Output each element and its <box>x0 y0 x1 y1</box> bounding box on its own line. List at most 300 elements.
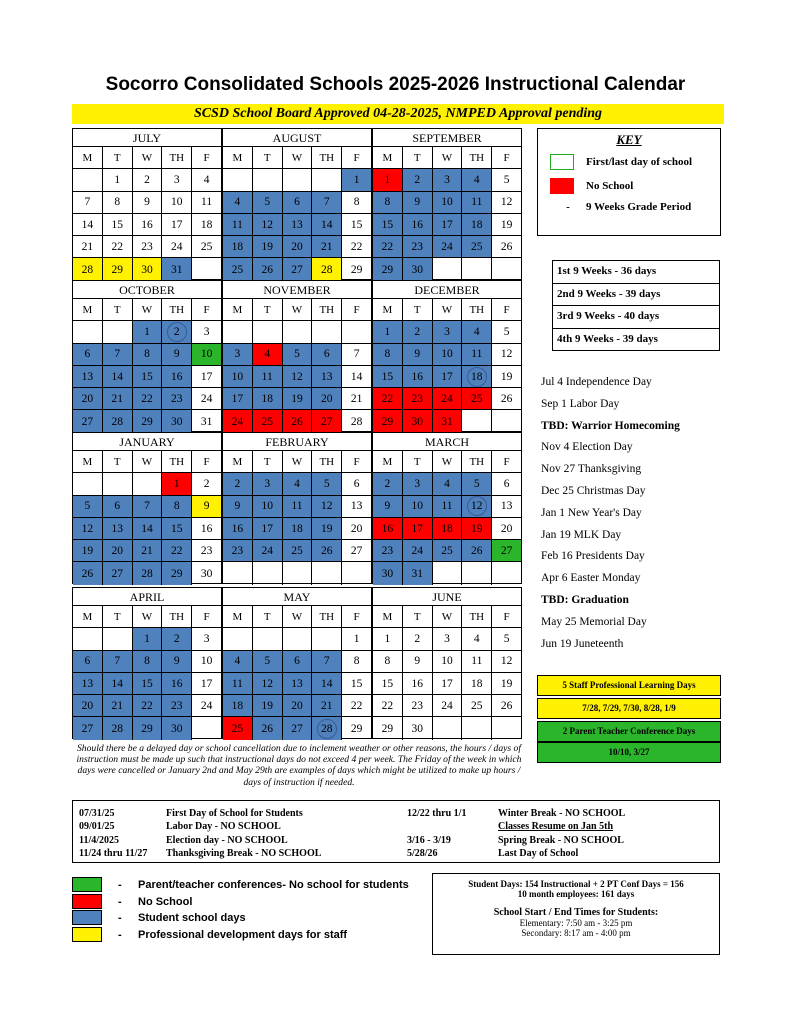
day-number: 22 <box>381 392 394 405</box>
weekday-header: T <box>253 299 283 321</box>
event-desc: Spring Break - NO SCHOOL <box>498 835 624 846</box>
key-label: 9 Weeks Grade Period <box>586 201 692 213</box>
day-cell <box>342 695 371 717</box>
day-cell <box>342 258 371 280</box>
day-number: 30 <box>411 415 423 428</box>
day-number: 29 <box>381 415 394 428</box>
day-cell <box>283 518 313 540</box>
student-days: Student Days: 154 Instructional + 2 PT Conf Days = 156 <box>468 879 684 889</box>
day-cell <box>492 695 521 717</box>
day-number: 16 <box>381 522 394 535</box>
day-number: 16 <box>200 522 213 535</box>
day-number: 5 <box>503 173 510 186</box>
day-cell <box>312 496 342 518</box>
day-number: 16 <box>411 677 423 690</box>
day-number: 3 <box>444 325 450 338</box>
day-number: 24 <box>200 392 213 405</box>
day-cell <box>342 366 371 388</box>
day-cell <box>223 366 253 388</box>
weekday-header-row <box>373 606 521 628</box>
day-cell <box>433 673 463 695</box>
day-number: 2 <box>144 173 150 186</box>
week-row <box>223 214 371 236</box>
day-cell <box>133 214 163 236</box>
day-cell <box>192 496 221 518</box>
holiday-item: Jun 19 Juneteenth <box>541 637 624 650</box>
day-cell <box>283 214 313 236</box>
week-row <box>73 169 221 191</box>
weekday-header: T <box>403 299 433 321</box>
day-number: 14 <box>141 522 153 535</box>
day-number: 9 <box>414 196 421 209</box>
day-number: 20 <box>81 392 94 405</box>
day-cell <box>312 628 342 650</box>
dash-icon: - <box>118 895 122 908</box>
event-date: 09/01/25 <box>79 821 115 832</box>
grade-period-marker-icon <box>467 496 487 516</box>
day-number: 26 <box>471 544 483 557</box>
day-number: 13 <box>111 522 123 535</box>
day-cell <box>373 651 403 673</box>
day-cell <box>462 366 492 388</box>
day-cell <box>433 236 463 258</box>
weekday-header: T <box>253 147 283 169</box>
month-name: APRIL <box>73 588 221 606</box>
month-grid <box>373 606 521 740</box>
grade-period-row: 2nd 9 Weeks - 39 days <box>553 284 719 307</box>
day-number: 29 <box>171 567 183 580</box>
weekday-header: TH <box>312 299 342 321</box>
day-number: 15 <box>381 370 394 383</box>
day-number: 20 <box>291 240 303 253</box>
day-number: 7 <box>144 500 150 513</box>
day-cell <box>103 695 133 717</box>
day-number: 22 <box>141 699 153 712</box>
day-cell <box>133 236 163 258</box>
day-number: 23 <box>381 544 394 557</box>
day-number: 26 <box>321 544 333 557</box>
day-cell <box>312 518 342 540</box>
day-number: 8 <box>114 196 121 209</box>
day-cell <box>133 388 163 410</box>
event-desc: Thanksgiving Break - NO SCHOOL <box>166 848 322 859</box>
week-row <box>223 651 371 673</box>
green-outline-swatch <box>550 154 574 170</box>
day-cell <box>373 562 403 584</box>
day-cell <box>283 388 313 410</box>
day-number: 13 <box>81 677 94 690</box>
day-cell <box>342 388 371 410</box>
day-cell <box>133 695 163 717</box>
day-cell <box>283 717 313 739</box>
day-number: 7 <box>323 196 330 209</box>
day-number: 20 <box>111 544 123 557</box>
day-cell <box>133 540 163 562</box>
day-number: 5 <box>503 325 510 338</box>
weather-note: Should there be a delayed day or school cancellation due to inclement weather or other reasons, the hours / days of instruction must be made up such that instructional days do not exceed 4 per week. The Friday of the week in which days were cancelled or January 2nd and May 29th are examples of days which might be utilized to make up hours / days of instruction if needed. <box>76 743 522 788</box>
day-cell <box>73 410 103 432</box>
day-cell <box>192 695 221 717</box>
day-cell <box>492 717 521 739</box>
day-number: 6 <box>114 500 121 513</box>
week-row <box>373 562 521 584</box>
day-cell <box>433 717 463 739</box>
weekday-header: TH <box>312 147 342 169</box>
day-number: 4 <box>444 477 450 490</box>
week-row <box>373 344 521 366</box>
day-cell <box>342 518 371 540</box>
day-cell <box>253 321 283 343</box>
day-number: 29 <box>350 263 363 276</box>
weekday-header-row <box>73 606 221 628</box>
day-number: 1 <box>144 632 150 645</box>
week-row <box>373 717 521 739</box>
day-cell <box>192 236 221 258</box>
weekday-header-row <box>373 299 521 321</box>
day-cell <box>192 192 221 214</box>
grade-period-row: 3rd 9 Weeks - 40 days <box>553 306 719 329</box>
day-number: 15 <box>141 370 153 383</box>
day-cell <box>73 258 103 280</box>
month-name: JANUARY <box>73 433 221 451</box>
day-cell <box>192 214 221 236</box>
weekday-header: T <box>403 606 433 628</box>
day-cell <box>253 258 283 280</box>
month-name: JUNE <box>373 588 521 606</box>
day-number: 26 <box>500 392 513 405</box>
day-number: 29 <box>141 415 153 428</box>
day-number: 6 <box>294 196 300 209</box>
day-cell <box>433 410 463 432</box>
weekday-header: M <box>373 147 403 169</box>
day-cell <box>73 695 103 717</box>
weekday-header: F <box>192 299 221 321</box>
key-box <box>537 128 721 236</box>
day-cell <box>223 236 253 258</box>
day-cell <box>162 628 192 650</box>
weekday-header: T <box>403 147 433 169</box>
grade-periods-box <box>552 260 720 351</box>
grade-period-row: 4th 9 Weeks - 39 days <box>557 332 658 345</box>
weekday-header: M <box>223 147 253 169</box>
week-row <box>73 236 221 258</box>
day-cell <box>492 344 521 366</box>
weekday-header: W <box>433 147 463 169</box>
day-number: 18 <box>231 699 244 712</box>
secondary-times: Secondary: 8:17 am - 4:00 pm <box>521 928 631 938</box>
day-cell <box>462 673 492 695</box>
day-number: 15 <box>350 218 363 231</box>
page-title: Socorro Consolidated Schools 2025-2026 Instructional Calendar <box>105 74 686 95</box>
day-number: 13 <box>321 370 333 383</box>
week-row <box>223 169 371 191</box>
month-grid <box>373 147 521 281</box>
day-cell <box>103 562 133 584</box>
day-number: 26 <box>291 415 303 428</box>
day-cell <box>162 695 192 717</box>
day-cell <box>312 473 342 495</box>
holiday-item: Sep 1 Labor Day <box>541 397 620 410</box>
day-cell <box>403 366 433 388</box>
day-number: 12 <box>471 500 483 513</box>
day-cell <box>283 651 313 673</box>
holiday-item: Dec 25 Christmas Day <box>541 485 646 497</box>
day-number: 12 <box>261 218 273 231</box>
day-number: 18 <box>471 218 483 231</box>
day-number: 11 <box>201 196 213 209</box>
grade-period-marker-icon <box>317 719 337 739</box>
event-desc: Election day - NO SCHOOL <box>166 835 288 846</box>
day-number: 17 <box>261 522 273 535</box>
day-cell <box>162 169 192 191</box>
day-cell <box>403 344 433 366</box>
week-row <box>73 562 221 584</box>
day-number: 11 <box>231 218 243 231</box>
day-number: 21 <box>141 544 153 557</box>
weekday-header: M <box>223 299 253 321</box>
day-cell <box>133 673 163 695</box>
day-cell <box>312 321 342 343</box>
day-cell <box>103 258 133 280</box>
day-cell <box>403 628 433 650</box>
day-cell <box>492 673 521 695</box>
day-cell <box>373 695 403 717</box>
day-number: 9 <box>173 655 180 668</box>
day-number: 25 <box>200 240 213 253</box>
legend-label: Student school days <box>138 911 246 924</box>
day-cell <box>462 717 492 739</box>
day-number: 2 <box>414 632 421 645</box>
day-cell <box>103 651 133 673</box>
day-number: 8 <box>353 655 360 668</box>
day-cell <box>403 518 433 540</box>
pd-days-title: 5 Staff Professional Learning Days <box>537 675 721 696</box>
day-number: 10 <box>171 196 183 209</box>
day-number: 7 <box>114 348 121 361</box>
day-cell <box>373 236 403 258</box>
day-number: 14 <box>321 218 333 231</box>
day-number: 9 <box>144 196 150 209</box>
day-number: 27 <box>81 415 94 428</box>
week-row <box>73 344 221 366</box>
weekday-header: F <box>192 147 221 169</box>
day-number: 25 <box>471 240 483 253</box>
day-cell <box>73 473 103 495</box>
day-cell <box>133 366 163 388</box>
day-number: 28 <box>111 415 123 428</box>
week-row <box>73 410 221 432</box>
day-cell <box>342 651 371 673</box>
day-cell <box>342 192 371 214</box>
day-cell <box>133 717 163 739</box>
day-cell <box>253 496 283 518</box>
day-number: 16 <box>411 218 423 231</box>
event-date: 07/31/25 <box>79 808 115 819</box>
day-cell <box>133 169 163 191</box>
month-october <box>72 280 222 432</box>
weekday-header: TH <box>462 299 492 321</box>
weekday-header: W <box>433 451 463 473</box>
day-number: 19 <box>291 392 303 405</box>
day-cell <box>373 321 403 343</box>
day-cell <box>133 518 163 540</box>
day-number: 29 <box>141 722 153 735</box>
day-cell <box>403 192 433 214</box>
day-cell <box>192 628 221 650</box>
month-august <box>222 128 372 280</box>
weekday-header: F <box>192 606 221 628</box>
day-number: 11 <box>261 370 273 383</box>
day-cell <box>103 673 133 695</box>
day-number: 15 <box>141 677 153 690</box>
pd-days-dates: 7/28, 7/29, 7/30, 8/28, 1/9 <box>537 698 721 719</box>
week-row <box>73 496 221 518</box>
week-row <box>223 717 371 739</box>
day-number: 5 <box>294 348 300 361</box>
day-cell <box>433 169 463 191</box>
day-number: 10 <box>200 348 213 361</box>
weekday-header: F <box>492 299 521 321</box>
day-cell <box>492 562 521 584</box>
day-cell <box>283 695 313 717</box>
day-cell <box>73 214 103 236</box>
day-number: 29 <box>350 722 363 735</box>
day-cell <box>433 366 463 388</box>
weekday-header: M <box>373 606 403 628</box>
week-row <box>73 695 221 717</box>
day-number: 11 <box>471 196 483 209</box>
month-february <box>222 432 372 584</box>
day-number: 1 <box>384 173 391 186</box>
day-cell <box>492 628 521 650</box>
month-grid <box>223 451 371 585</box>
times-heading: School Start / End Times for Students: <box>493 907 659 918</box>
day-cell <box>312 258 342 280</box>
day-cell <box>162 192 192 214</box>
day-number: 10 <box>231 370 244 383</box>
day-number: 11 <box>291 500 303 513</box>
event-desc: Classes Resume on Jan 5th <box>498 821 614 832</box>
day-number: 3 <box>264 477 271 490</box>
day-number: 22 <box>381 699 394 712</box>
day-number: 10 <box>200 655 213 668</box>
day-cell <box>492 192 521 214</box>
day-cell <box>373 518 403 540</box>
day-number: 28 <box>111 722 123 735</box>
legend-label: Parent/teacher conferences- No school for students <box>138 878 409 891</box>
weekday-header: F <box>342 299 371 321</box>
day-cell <box>312 695 342 717</box>
day-cell <box>283 321 313 343</box>
month-grid <box>223 299 371 433</box>
day-number: 30 <box>411 722 423 735</box>
day-cell <box>73 192 103 214</box>
day-number: 2 <box>173 325 180 338</box>
day-cell <box>492 366 521 388</box>
day-cell <box>312 214 342 236</box>
week-row <box>373 169 521 191</box>
day-number: 26 <box>81 567 94 580</box>
day-cell <box>103 192 133 214</box>
day-cell <box>162 717 192 739</box>
month-name: JULY <box>73 129 221 147</box>
day-number: 6 <box>323 348 330 361</box>
month-september <box>372 128 522 280</box>
day-number: 30 <box>141 263 153 276</box>
events-box <box>72 800 720 863</box>
week-row <box>223 496 371 518</box>
day-cell <box>462 214 492 236</box>
day-number: 7 <box>353 348 360 361</box>
month-grid <box>73 451 221 585</box>
day-number: 14 <box>81 218 94 231</box>
day-cell <box>73 540 103 562</box>
month-name: FEBRUARY <box>223 433 371 451</box>
week-row <box>73 388 221 410</box>
day-cell <box>433 518 463 540</box>
day-number: 8 <box>173 500 180 513</box>
day-cell <box>162 651 192 673</box>
day-number: 22 <box>141 392 153 405</box>
day-cell <box>462 695 492 717</box>
day-number: 24 <box>200 699 213 712</box>
week-row <box>223 344 371 366</box>
day-cell <box>462 473 492 495</box>
month-grid <box>73 606 221 740</box>
day-cell <box>283 473 313 495</box>
day-number: 5 <box>264 196 271 209</box>
day-number: 23 <box>171 699 183 712</box>
weekday-header: TH <box>162 606 192 628</box>
day-number: 18 <box>471 677 483 690</box>
day-cell <box>433 321 463 343</box>
day-cell <box>342 473 371 495</box>
week-row <box>73 321 221 343</box>
day-cell <box>253 628 283 650</box>
day-cell <box>492 518 521 540</box>
day-cell <box>312 236 342 258</box>
holiday-item: Nov 4 Election Day <box>541 441 633 454</box>
day-cell <box>73 169 103 191</box>
day-cell <box>492 651 521 673</box>
day-number: 17 <box>441 677 453 690</box>
dash-icon: - <box>118 878 122 891</box>
week-row <box>73 540 221 562</box>
day-number: 22 <box>350 699 363 712</box>
day-cell <box>73 651 103 673</box>
day-number: 12 <box>321 500 333 513</box>
day-cell <box>403 717 433 739</box>
day-number: 28 <box>350 415 363 428</box>
month-name: MAY <box>223 588 371 606</box>
day-cell <box>73 344 103 366</box>
week-row <box>373 628 521 650</box>
day-cell <box>253 388 283 410</box>
day-number: 25 <box>471 699 483 712</box>
day-number: 1 <box>384 325 391 338</box>
day-cell <box>283 673 313 695</box>
day-cell <box>223 628 253 650</box>
weekday-header: T <box>103 451 133 473</box>
day-number: 28 <box>321 722 333 735</box>
month-name: AUGUST <box>223 129 371 147</box>
day-cell <box>342 496 371 518</box>
day-number: 5 <box>473 477 480 490</box>
week-row <box>73 214 221 236</box>
day-cell <box>312 717 342 739</box>
week-row <box>73 366 221 388</box>
day-cell <box>342 717 371 739</box>
